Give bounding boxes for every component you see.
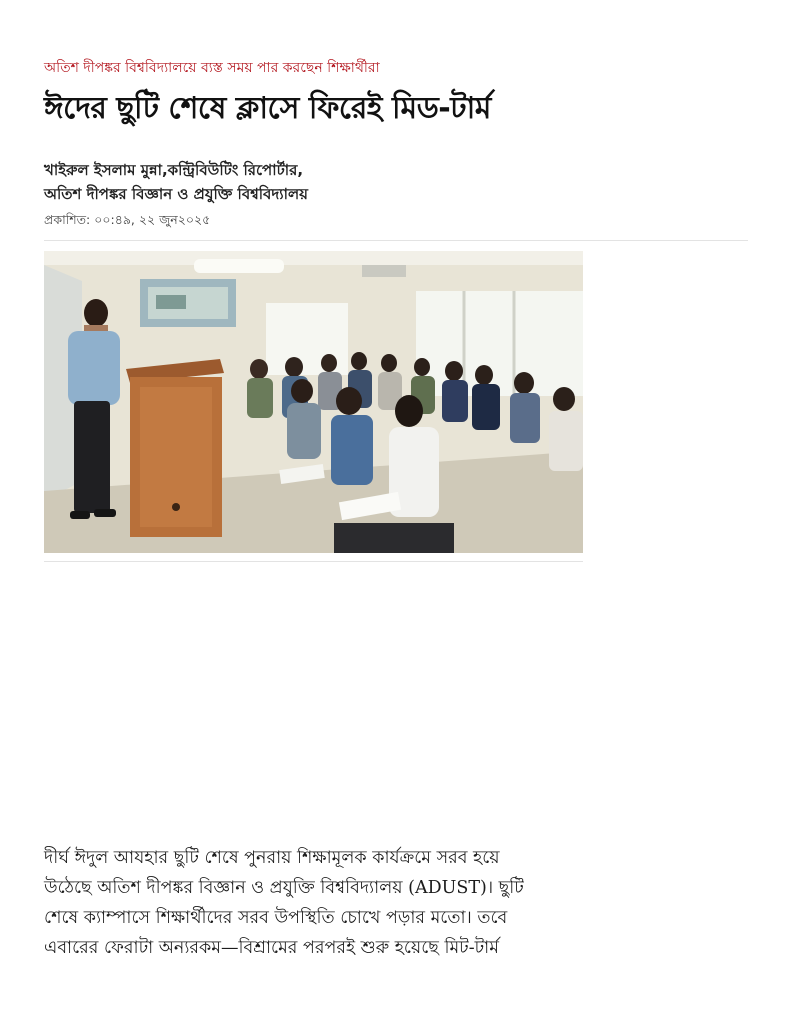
classroom-photo[interactable] — [44, 251, 583, 553]
byline — [44, 158, 308, 206]
article — [44, 0, 748, 1024]
body-line: দীর্ঘ ঈদুল আযহার ছুটি শেষে পুনরায় শিক্ষামূলক কার্যক্রমে সরব হয়ে — [44, 848, 500, 868]
published-date: প্রকাশিত: ০০:৪৯, ২২ জুন২০২৫ — [44, 212, 211, 227]
divider — [44, 561, 583, 562]
divider — [44, 240, 748, 241]
article-kicker: অতিশ দীপঙ্কর বিশ্ববিদ্যালয়ে ব্যস্ত সময় পার করছেন শিক্ষার্থীরা — [44, 60, 380, 76]
body-line: শেষে ক্যাম্পাসে শিক্ষার্থীদের সরব উপস্থিতি চোখে পড়ার মতো। তবে — [44, 908, 508, 928]
article-headline: ঈদের ছুটি শেষে ক্লাসে ফিরেই মিড-টার্ম — [44, 91, 491, 126]
byline-author[interactable]: খাইরুল ইসলাম মুন্না,কন্ট্রিবিউটিং রিপোর্টার, — [44, 161, 304, 179]
article-body — [44, 843, 604, 963]
body-line: উঠেছে অতিশ দীপঙ্কর বিজ্ঞান ও প্রযুক্তি বিশ্ববিদ্যালয় (ADUST)। ছুটি — [44, 878, 524, 898]
body-line: এবারের ফেরাটা অন্যরকম—বিশ্রামের পরপরই শুরু হয়েছে মিট-টার্ম — [44, 938, 499, 958]
byline-affiliation: অতিশ দীপঙ্কর বিজ্ঞান ও প্রযুক্তি বিশ্ববিদ্যালয় — [44, 185, 308, 203]
